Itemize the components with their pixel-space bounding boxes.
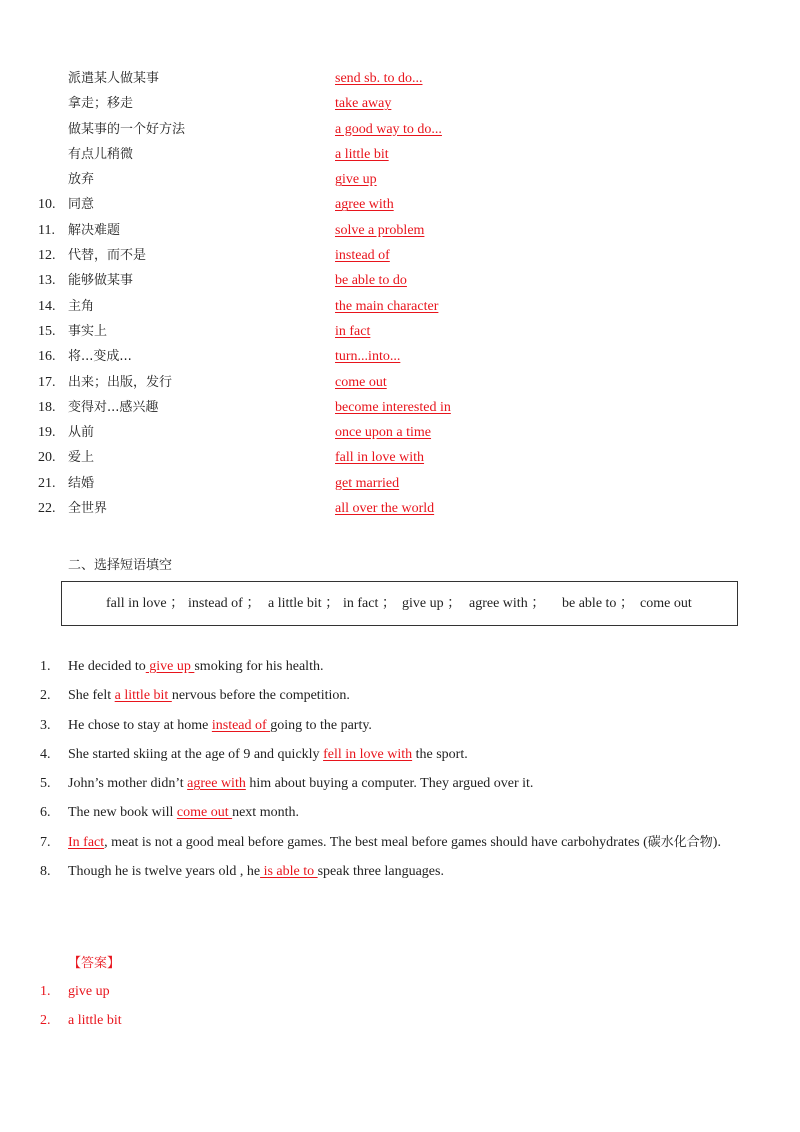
question-item bbox=[0, 715, 800, 737]
question-number: 3. bbox=[40, 717, 51, 733]
answer-number: 1. bbox=[40, 984, 51, 999]
phrase-english-answer: agree with bbox=[335, 197, 394, 213]
question-chinese-gloss: 碳水化合物 bbox=[647, 834, 713, 850]
word-bank-box bbox=[61, 581, 738, 626]
question-text-end: ). bbox=[712, 834, 721, 850]
phrase-chinese: 派遣某人做某事 bbox=[68, 71, 160, 86]
phrase-chinese: 结婚 bbox=[68, 475, 95, 491]
answer-blank: instead of bbox=[211, 717, 271, 733]
word-bank-item: in fact ； bbox=[343, 596, 396, 611]
answer-blank: give up bbox=[145, 659, 195, 674]
word-bank-item: give up ； bbox=[402, 596, 462, 611]
question-item bbox=[0, 744, 800, 766]
answer-item bbox=[0, 1010, 800, 1039]
phrase-number: 14. bbox=[38, 298, 56, 314]
question-text-after: the sport. bbox=[412, 746, 468, 762]
word-bank-item: a little bit ； bbox=[268, 596, 340, 611]
word-bank-item: come out bbox=[640, 596, 692, 611]
question-number: 8. bbox=[40, 863, 51, 879]
question-text-before: John’s mother didn’t bbox=[68, 776, 188, 792]
phrase-row bbox=[0, 167, 800, 192]
phrase-chinese: 出来；出版，发行 bbox=[68, 374, 173, 390]
word-bank-item: fall in love ； bbox=[106, 596, 185, 611]
phrase-row bbox=[0, 471, 800, 496]
word-bank-item: be able to ； bbox=[562, 596, 634, 611]
answer-text: a little bit bbox=[68, 1013, 122, 1028]
phrase-number: 15. bbox=[38, 323, 56, 339]
phrase-row bbox=[0, 218, 800, 243]
phrase-row bbox=[0, 268, 800, 293]
question-text-after: going to the party. bbox=[270, 717, 372, 733]
phrase-number: 13. bbox=[38, 273, 56, 289]
phrase-row bbox=[0, 445, 800, 470]
question-text-before: He chose to stay at home bbox=[68, 717, 212, 733]
phrase-chinese: 放弃 bbox=[68, 172, 95, 188]
phrase-number: 18. bbox=[38, 399, 56, 415]
phrase-number: 21. bbox=[38, 475, 56, 491]
phrase-row bbox=[0, 243, 800, 268]
question-text-before: She felt bbox=[68, 688, 115, 704]
question-text-after: , meat is not a good meal before games. The best meal before games should have carbohydrates ( bbox=[104, 834, 648, 850]
phrase-number: 17. bbox=[38, 374, 56, 390]
question-item bbox=[0, 773, 800, 795]
phrase-row bbox=[0, 66, 800, 91]
phrase-row bbox=[0, 192, 800, 217]
question-text-before: Though he is twelve years old , he bbox=[68, 863, 261, 879]
question-number: 6. bbox=[40, 805, 51, 821]
question-number: 7. bbox=[40, 834, 51, 850]
phrase-row bbox=[0, 420, 800, 445]
phrase-english-answer: send sb. to do... bbox=[335, 71, 423, 86]
phrase-english-answer: get married bbox=[335, 475, 400, 491]
answer-text: give up bbox=[68, 984, 110, 999]
question-number: 4. bbox=[40, 746, 51, 762]
phrase-chinese: 同意 bbox=[68, 197, 95, 213]
phrase-chinese: 爱上 bbox=[68, 450, 95, 466]
phrase-number: 16. bbox=[38, 349, 56, 365]
question-item bbox=[0, 802, 800, 824]
phrase-number: 12. bbox=[38, 248, 56, 264]
phrase-chinese: 从前 bbox=[68, 425, 95, 441]
phrase-row bbox=[0, 91, 800, 116]
phrase-english-answer: come out bbox=[335, 374, 387, 390]
question-text-before: The new book will bbox=[68, 805, 177, 821]
phrase-row bbox=[0, 142, 800, 167]
question-text-after: smoking for his health. bbox=[194, 659, 324, 674]
phrase-row bbox=[0, 344, 800, 369]
phrase-row bbox=[0, 294, 800, 319]
phrase-chinese: 拿走；移走 bbox=[68, 96, 134, 112]
phrase-number: 20. bbox=[38, 450, 56, 466]
word-bank-item: instead of ； bbox=[188, 596, 261, 611]
question-text-after: speak three languages. bbox=[317, 863, 444, 879]
phrase-english-answer: all over the world bbox=[335, 501, 435, 517]
phrase-number: 10. bbox=[38, 197, 56, 213]
phrase-english-answer: become interested in bbox=[335, 399, 451, 415]
phrase-english-answer: give up bbox=[335, 172, 377, 188]
phrase-chinese: 有点儿稍微 bbox=[68, 146, 134, 162]
phrase-chinese: 代替，而不是 bbox=[68, 248, 147, 264]
phrase-english-answer: turn...into... bbox=[335, 349, 401, 365]
phrase-chinese: 变得对...感兴趣 bbox=[68, 399, 159, 415]
phrase-number: 22. bbox=[38, 501, 56, 517]
answer-blank: agree with bbox=[187, 776, 246, 792]
question-number: 1. bbox=[40, 659, 51, 674]
section-title: 二、选择短语填空 bbox=[68, 558, 173, 573]
answer-number: 2. bbox=[40, 1013, 51, 1028]
phrase-chinese: 主角 bbox=[68, 298, 95, 314]
question-item bbox=[0, 828, 800, 858]
phrase-number: 11. bbox=[38, 222, 55, 238]
question-text-before: She started skiing at the age of 9 and quickly bbox=[68, 746, 324, 762]
word-bank-item: agree with ； bbox=[469, 596, 546, 611]
answer-blank: a little bit bbox=[114, 688, 172, 704]
question-text-after: him about buying a computer. They argued over it. bbox=[245, 776, 534, 792]
question-text-before: He decided to bbox=[68, 659, 146, 674]
phrase-english-answer: be able to do bbox=[335, 273, 407, 289]
phrase-english-answer: instead of bbox=[335, 248, 390, 264]
phrase-row bbox=[0, 117, 800, 142]
phrase-english-answer: the main character bbox=[335, 298, 439, 314]
answer-section-title: 【答案】 bbox=[68, 956, 121, 971]
phrase-chinese: 事实上 bbox=[68, 323, 108, 339]
phrase-english-answer: fall in love with bbox=[335, 450, 425, 466]
question-item bbox=[0, 685, 800, 707]
question-number: 2. bbox=[40, 688, 51, 704]
answer-blank: In fact bbox=[68, 834, 105, 850]
phrase-chinese: 能够做某事 bbox=[68, 273, 134, 289]
phrase-chinese: 解决难题 bbox=[68, 222, 121, 238]
phrase-row bbox=[0, 370, 800, 395]
answer-list bbox=[0, 981, 800, 1039]
question-text-after: nervous before the competition. bbox=[171, 688, 350, 704]
phrase-chinese: 全世界 bbox=[68, 501, 108, 517]
phrase-row bbox=[0, 395, 800, 420]
question-text-after: next month. bbox=[232, 805, 299, 821]
phrase-english-answer: take away bbox=[335, 96, 392, 112]
phrase-english-answer: a little bit bbox=[335, 146, 389, 162]
question-item bbox=[0, 656, 800, 678]
phrase-chinese: 将...变成... bbox=[68, 349, 132, 365]
phrase-english-answer: solve a problem bbox=[335, 222, 425, 238]
answer-blank: come out bbox=[176, 805, 233, 821]
answer-blank: is able to bbox=[260, 863, 318, 879]
answer-item bbox=[0, 981, 800, 1010]
phrase-english-answer: once upon a time bbox=[335, 425, 432, 441]
phrase-number: 19. bbox=[38, 425, 56, 441]
phrase-list bbox=[0, 66, 800, 521]
question-item bbox=[0, 861, 800, 883]
answer-blank: fell in love with bbox=[323, 746, 413, 762]
question-number: 5. bbox=[40, 776, 51, 792]
question-list bbox=[0, 656, 800, 890]
phrase-english-answer: in fact bbox=[335, 323, 371, 339]
phrase-chinese: 做某事的一个好方法 bbox=[68, 121, 186, 137]
phrase-row bbox=[0, 319, 800, 344]
phrase-row bbox=[0, 496, 800, 521]
phrase-english-answer: a good way to do... bbox=[335, 121, 442, 137]
